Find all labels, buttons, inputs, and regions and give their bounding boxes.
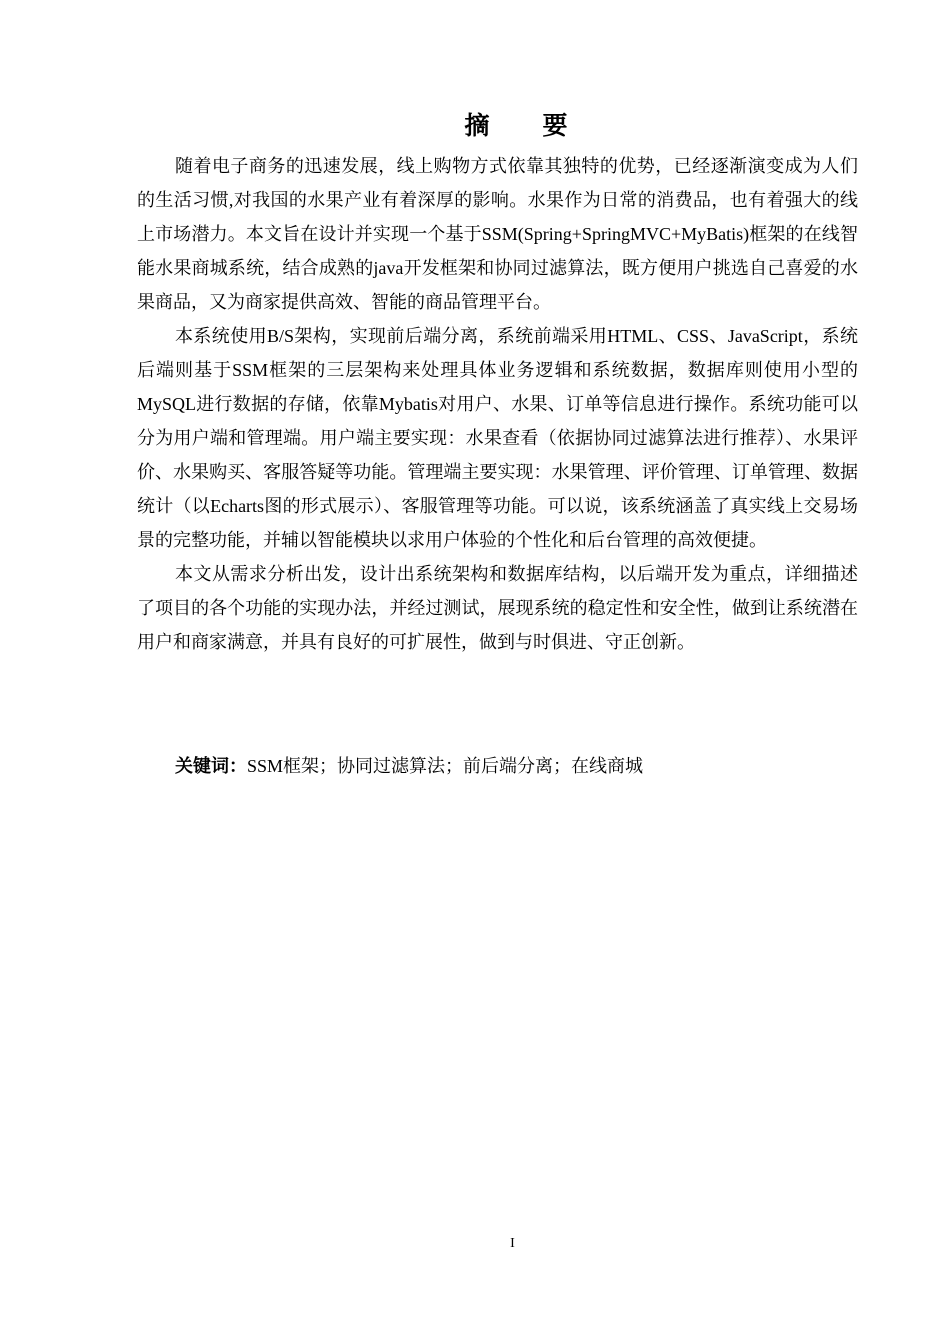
abstract-body (137, 149, 858, 659)
keywords-line (175, 749, 643, 783)
abstract-paragraph-1: 随着电子商务的迅速发展，线上购物方式依靠其独特的优势，已经逐渐演变成为人们的生活习惯,对我国的水果产业有着深厚的影响。水果作为日常的消费品，也有着强大的线上市场潜力。本文旨在设计并实现一个基于SSM(Spring+SpringMVC+MyBatis)框架的在线智能水果商城系统，结合成熟的java开发框架和协同过滤算法，既方便用户挑选自己喜爱的水果商品，又为商家提供高效、智能的商品管理平台。 (137, 156, 858, 312)
abstract-title: 摘 要 (464, 111, 582, 140)
page-number: I (510, 1236, 515, 1251)
keywords-text: SSM框架；协同过滤算法；前后端分离；在线商城 (247, 756, 644, 776)
abstract-paragraph-2: 本系统使用B/S架构，实现前后端分离，系统前端采用HTML、CSS、JavaScript，系统后端则基于SSM框架的三层架构来处理具体业务逻辑和系统数据，数据库则使用小型的MySQL进行数据的存储，依靠Mybatis对用户、水果、订单等信息进行操作。系统功能可以分为用户端和管理端。用户端主要实现：水果查看（依据协同过滤算法进行推荐）、水果评价、水果购买、客服答疑等功能。管理端主要实现：水果管理、评价管理、订单管理、数据统计（以Echarts图的形式展示）、客服管理等功能。可以说，该系统涵盖了真实线上交易场景的完整功能，并辅以智能模块以求用户体验的个性化和后台管理的高效便捷。 (137, 326, 858, 550)
keywords-label: 关键词： (175, 756, 247, 776)
abstract-paragraph-3: 本文从需求分析出发，设计出系统架构和数据库结构，以后端开发为重点，详细描述了项目的各个功能的实现办法，并经过测试，展现系统的稳定性和安全性，做到让系统潜在用户和商家满意，并具有良好的可扩展性，做到与时俱进、守正创新。 (137, 564, 858, 652)
